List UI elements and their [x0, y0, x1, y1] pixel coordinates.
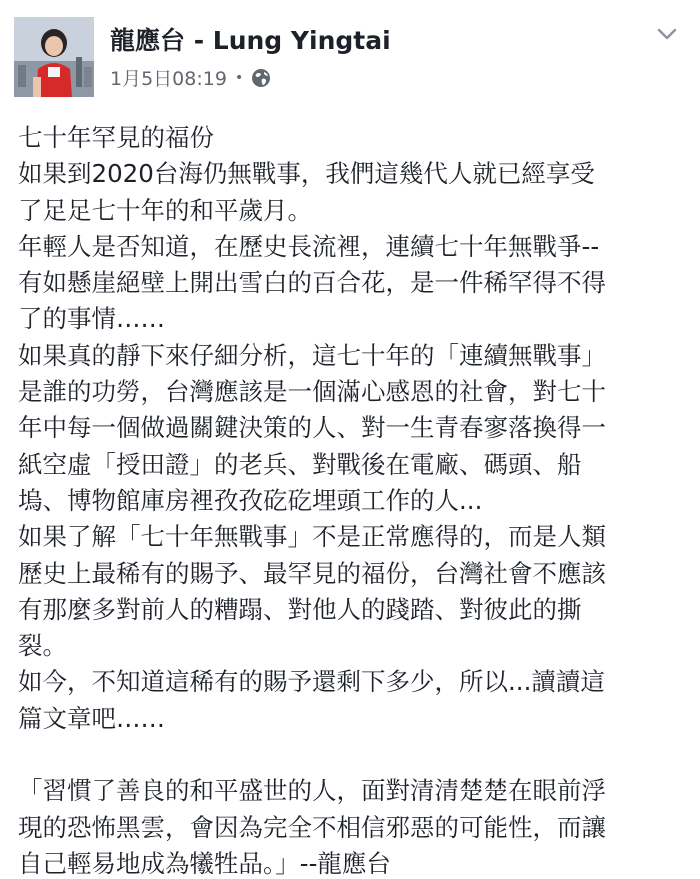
post-text-line: 有那麼多對前人的糟蹋、對他人的踐踏、對彼此的撕	[18, 594, 582, 624]
post-timestamp[interactable]: 1月5日08:19	[110, 68, 227, 90]
post-text-line: 如果到2020台海仍無戰事，我們這幾代人就已經享受	[18, 159, 595, 189]
globe-icon[interactable]	[251, 68, 271, 88]
quote-line: 「習慣了善良的和平盛世的人，面對清清楚楚在眼前浮	[18, 776, 606, 806]
post-text-line: 塢、博物館庫房裡孜孜矻矻埋頭工作的人...	[18, 485, 483, 515]
meta-separator: •	[234, 69, 244, 86]
post-text-line: 了足足七十年的和平歲月。	[18, 195, 312, 225]
post-body	[18, 120, 682, 879]
post-meta	[110, 64, 271, 91]
quote-line: 現的恐怖黑雲，會因為完全不相信邪惡的可能性，而讓	[18, 812, 606, 842]
paragraph-break	[18, 737, 682, 773]
chevron-down-icon[interactable]	[656, 23, 678, 45]
post-text-line: 是誰的功勞，台灣應該是一個滿心感恩的社會，對七十	[18, 377, 606, 407]
post-text-line: 年輕人是否知道，在歷史長流裡，連續七十年無戰爭--	[18, 231, 600, 261]
post-text-line: 紙空虛「授田證」的老兵、對戰後在電廠、碼頭、船	[18, 449, 582, 479]
profile-photo	[14, 17, 94, 97]
post-text-line: 裂。	[18, 631, 67, 661]
post-text-line: 如果真的靜下來仔細分析，這七十年的「連續無戰事」	[18, 340, 606, 370]
post-text-line: 篇文章吧……	[18, 703, 165, 733]
post-text-line: 了的事情……	[18, 304, 165, 334]
post-header	[14, 17, 686, 99]
post-text-line: 七十年罕見的福份	[18, 123, 214, 152]
post-text-line: 有如懸崖絕壁上開出雪白的百合花，是一件稀罕得不得	[18, 268, 606, 298]
post-text-line: 歷史上最稀有的賜予、最罕見的福份，台灣社會不應該	[18, 558, 606, 588]
author-avatar[interactable]	[14, 17, 94, 97]
post-text-line: 如果了解「七十年無戰事」不是正常應得的，而是人類	[18, 522, 606, 552]
post-text-line: 如今，不知道這稀有的賜予還剩下多少，所以...讀讀這	[18, 667, 605, 697]
quote-line: 自己輕易地成為犧牲品。」--龍應台	[18, 848, 391, 878]
author-name[interactable]: 龍應台 - Lung Yingtai	[110, 26, 391, 55]
post-text-line: 年中每一個做過關鍵決策的人、對一生青春寥落換得一	[18, 413, 606, 443]
